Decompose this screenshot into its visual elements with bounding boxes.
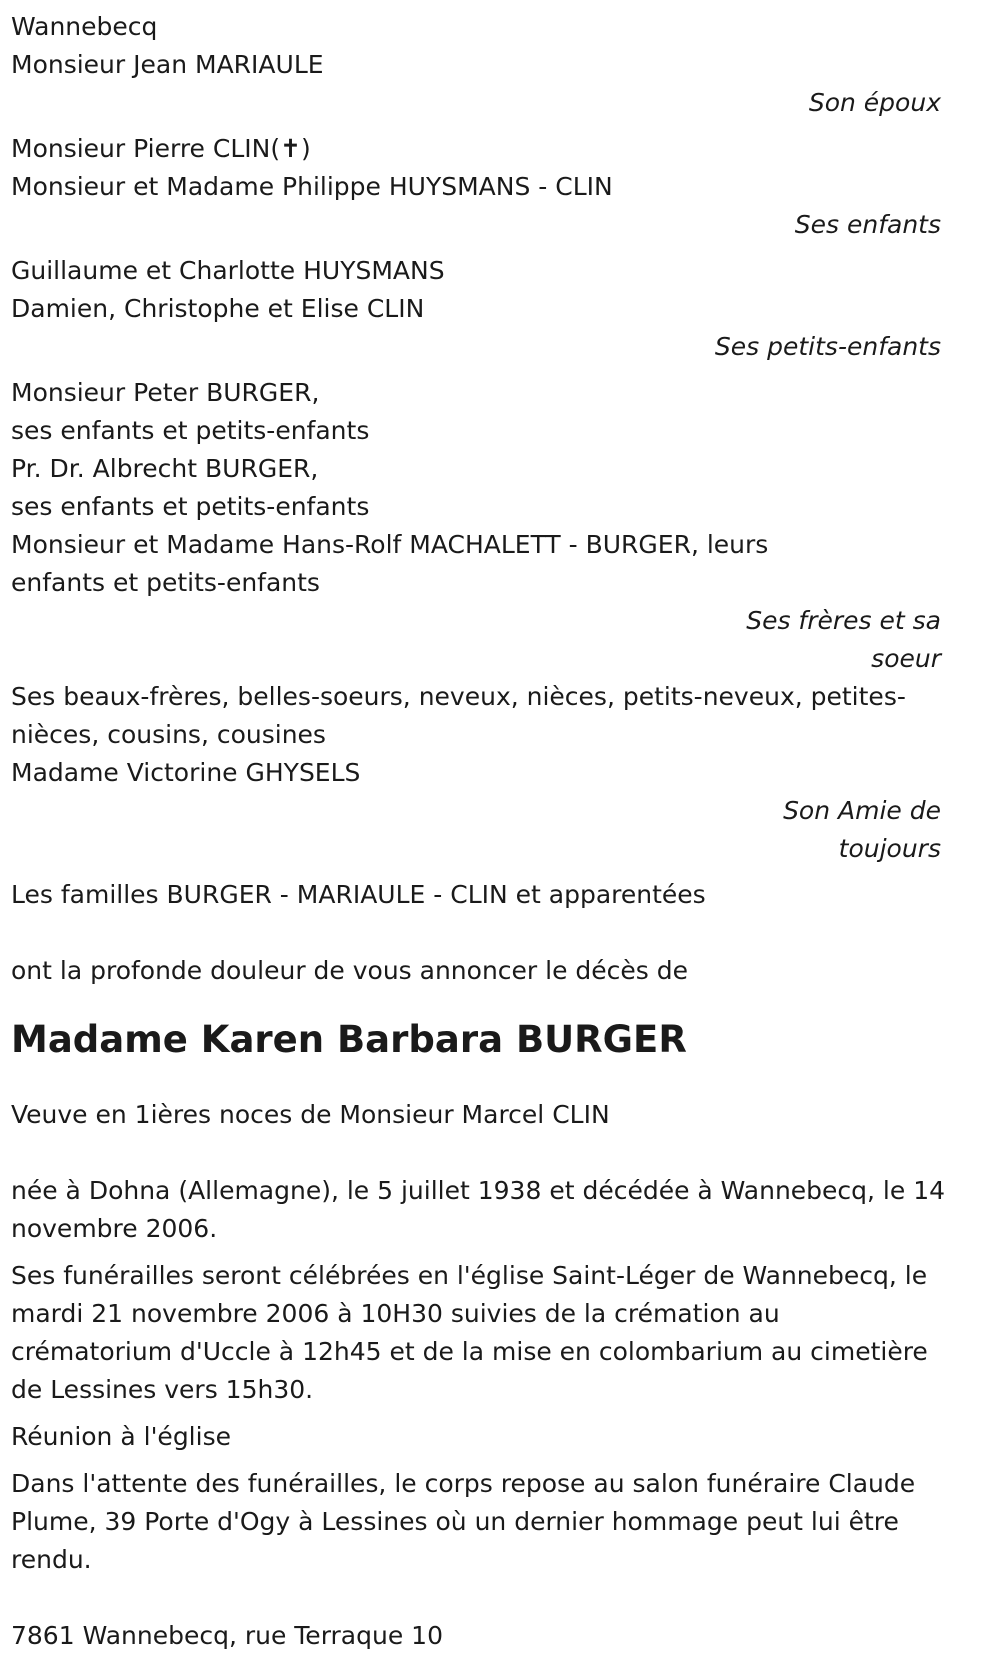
family-name-line: Monsieur et Madame Hans-Rolf MACHALETT - BURGER, leurs (11, 530, 769, 559)
family-name-line: Guillaume et Charlotte HUYSMANS (11, 256, 445, 285)
meeting-text: Réunion à l'église (11, 1422, 231, 1451)
relation-label-line: Ses frères et sa (746, 606, 941, 635)
viewing-text: Dans l'attente des funérailles, le corps repose au salon funéraire Claude Plume, 39 Porte d'Ogy à Lessines où un dernier hommage peut lui être rendu. (11, 1469, 916, 1574)
family-group-children (11, 130, 1000, 244)
relation-label-line: Son Amie de (783, 796, 941, 825)
family-name-line: Monsieur Peter BURGER, (11, 378, 320, 407)
funeral-details-text: Ses funérailles seront célébrées en l'église Saint-Léger de Wannebecq, le mardi 21 novembre 2006 à 10H30 suivies de la crémation au crématorium d'Uccle à 12h45 et de la mise en colombarium au cimetière de Lessines vers 15h30. (11, 1261, 928, 1404)
address-text: 7861 Wannebecq, rue Terraque 10 (11, 1621, 443, 1650)
family-name-line: Monsieur Jean MARIAULE (11, 50, 324, 79)
relation-label: Son époux (808, 88, 941, 117)
family-group-spouse (11, 46, 1000, 122)
relation-label-line: toujours (838, 834, 941, 863)
family-name-line: Monsieur Pierre CLIN(✝) (11, 134, 311, 163)
family-group-extended (11, 678, 1000, 868)
family-name-line: enfants et petits-enfants (11, 568, 320, 597)
relation-label (11, 602, 941, 678)
relation-label: Ses petits-enfants (714, 332, 941, 361)
relation-label-line: soeur (871, 644, 941, 673)
family-name-line: ses enfants et petits-enfants (11, 416, 370, 445)
widow-of-text: Veuve en 1ières noces de Monsieur Marcel CLIN (11, 1100, 610, 1129)
relation-label (11, 792, 941, 868)
deceased-name: Madame Karen Barbara BURGER (11, 1018, 687, 1061)
family-group-siblings (11, 374, 1000, 678)
birth-death-text: née à Dohna (Allemagne), le 5 juillet 1938 et décédée à Wannebecq, le 14 novembre 2006. (11, 1176, 946, 1243)
family-group-grandchildren (11, 252, 1000, 366)
family-name-line: Ses beaux-frères, belles-soeurs, neveux, nièces, petits-neveux, petites- (11, 682, 906, 711)
family-name-line: Madame Victorine GHYSELS (11, 758, 361, 787)
family-name-line: Monsieur et Madame Philippe HUYSMANS - CLIN (11, 172, 613, 201)
town-name: Wannebecq (11, 12, 158, 41)
family-name-line: Damien, Christophe et Elise CLIN (11, 294, 425, 323)
announcement-text: ont la profonde douleur de vous annoncer le décès de (11, 956, 689, 985)
families-line: Les familles BURGER - MARIAULE - CLIN et apparentées (11, 880, 706, 909)
relation-label: Ses enfants (794, 210, 941, 239)
family-name-line: Pr. Dr. Albrecht BURGER, (11, 454, 319, 483)
family-name-line: nièces, cousins, cousines (11, 720, 326, 749)
family-name-line: ses enfants et petits-enfants (11, 492, 370, 521)
